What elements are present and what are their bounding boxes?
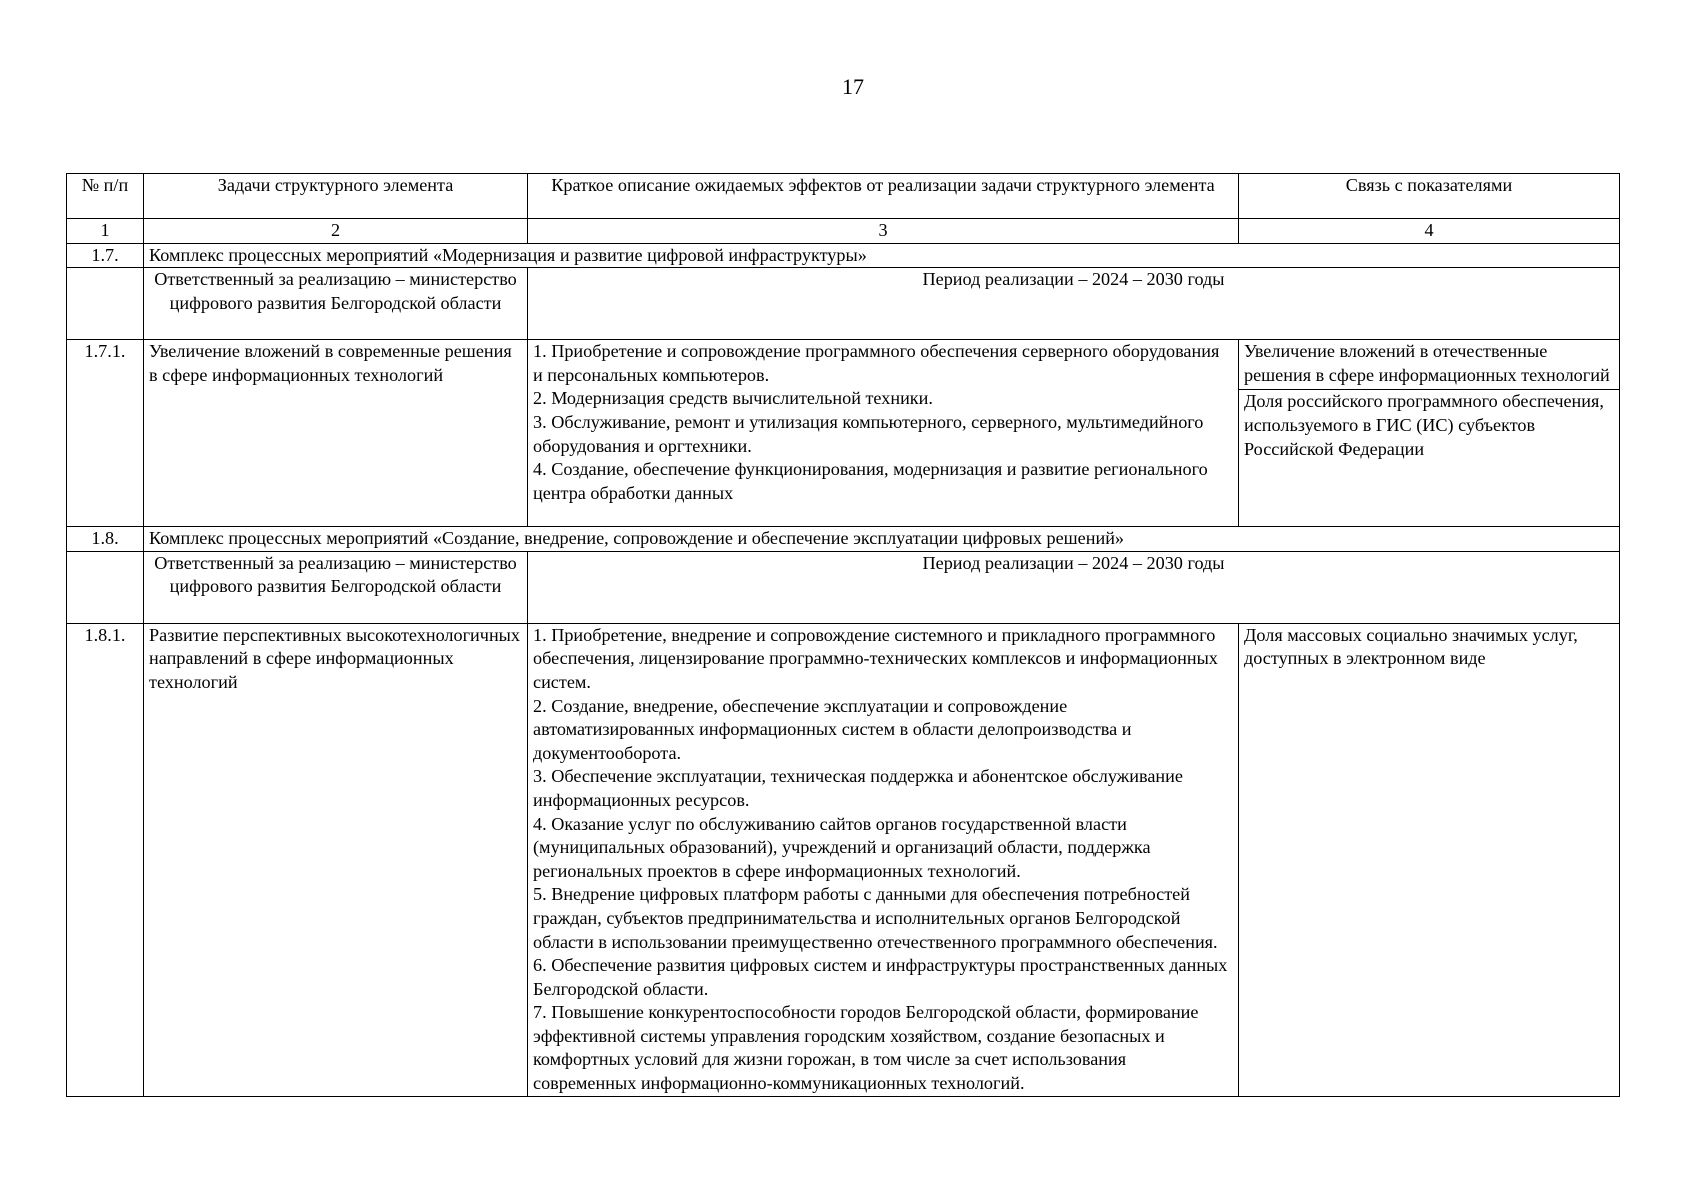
header-indicators: Связь с показателями [1239, 174, 1620, 219]
section-number: 1.8. [67, 527, 144, 552]
column-index-row [67, 219, 1620, 244]
period-cell: Период реализации – 2024 – 2030 годы [528, 551, 1620, 623]
task-indicators [1239, 623, 1620, 1096]
header-number: № п/п [67, 174, 144, 219]
effect-item: 3. Обеспечение эксплуатации, техническая поддержка и абонентское обслуживание информационных ресурсов. [533, 766, 1183, 810]
header-row [67, 174, 1620, 219]
column-index: 2 [144, 219, 528, 244]
section-title: Комплекс процессных мероприятий «Модернизация и развитие цифровой инфраструктуры» [144, 243, 1620, 268]
indicator-item: Доля массовых социально значимых услуг, доступных в электронном виде [1244, 624, 1578, 669]
section-row [67, 527, 1620, 552]
indicator-item: Увеличение вложений в отечественные решения в сфере информационных технологий [1244, 341, 1610, 385]
effect-item: 2. Модернизация средств вычислительной техники. [533, 388, 933, 409]
task-row [67, 623, 1620, 1096]
program-table [66, 173, 1620, 1097]
task-effects [528, 340, 1239, 527]
effect-item: 1. Приобретение и сопровождение программного обеспечения серверного оборудования и персональных компьютеров. [533, 341, 1220, 385]
effect-item: 4. Оказание услуг по обслуживанию сайтов органов государственной власти (муниципальных образований), учреждений и организаций области, поддержка региональных проектов в сфере информационных технологий. [533, 813, 1151, 881]
section-title: Комплекс процессных мероприятий «Создание, внедрение, сопровождение и обеспечение эксплуатации цифровых решений» [144, 527, 1620, 552]
responsible-row [67, 268, 1620, 340]
page-number: 17 [842, 74, 864, 99]
effect-item: 2. Создание, внедрение, обеспечение эксплуатации и сопровождение автоматизированных информационных систем в области делопроизводства и документооборота. [533, 695, 1132, 763]
task-row [67, 340, 1620, 527]
task-effects [528, 623, 1239, 1096]
responsible-cell: Ответственный за реализацию – министерство цифрового развития Белгородской области [144, 268, 528, 340]
indicator-item: Доля российского программного обеспечения, используемого в ГИС (ИС) субъектов Российской Федерации [1239, 389, 1619, 461]
effect-item: 7. Повышение конкурентоспособности городов Белгородской области, формирование эффективной системы управления городским хозяйством, создание безопасных и комфортных условий для жизни горожан, в том числе за счет использования современных информационно-коммуникационных технологий. [533, 1002, 1199, 1094]
header-tasks: Задачи структурного элемента [144, 174, 528, 219]
responsible-row [67, 551, 1620, 623]
section-row [67, 243, 1620, 268]
section-number: 1.7. [67, 243, 144, 268]
empty-cell [67, 551, 144, 623]
effect-item: 1. Приобретение, внедрение и сопровождение системного и прикладного программного обеспечения, лицензирование программно-технических комплексов и информационных систем. [533, 624, 1218, 692]
effect-item: 3. Обслуживание, ремонт и утилизация компьютерного, серверного, мультимедийного оборудования и оргтехники. [533, 411, 1204, 456]
task-name: Развитие перспективных высокотехнологичных направлений в сфере информационных технологий [144, 623, 528, 1096]
header-effects: Краткое описание ожидаемых эффектов от реализации задачи структурного элемента [528, 174, 1239, 219]
responsible-cell: Ответственный за реализацию – министерство цифрового развития Белгородской области [144, 551, 528, 623]
task-indicators [1239, 340, 1620, 527]
task-name: Увеличение вложений в современные решения в сфере информационных технологий [144, 340, 528, 527]
effect-item: 4. Создание, обеспечение функционирования, модернизация и развитие регионального центра обработки данных [533, 459, 1208, 503]
empty-cell [67, 268, 144, 340]
period-cell: Период реализации – 2024 – 2030 годы [528, 268, 1620, 340]
column-index: 3 [528, 219, 1239, 244]
column-index: 4 [1239, 219, 1620, 244]
column-index: 1 [67, 219, 144, 244]
task-number: 1.8.1. [67, 623, 144, 1096]
task-number: 1.7.1. [67, 340, 144, 527]
effect-item: 5. Внедрение цифровых платформ работы с данными для обеспечения потребностей граждан, субъектов предпринимательства и исполнительных органов Белгородской области в использовании преимущественно отечественного программного обеспечения. [533, 884, 1218, 952]
effect-item: 6. Обеспечение развития цифровых систем и инфраструктуры пространственных данных Белгородской области. [533, 955, 1228, 999]
